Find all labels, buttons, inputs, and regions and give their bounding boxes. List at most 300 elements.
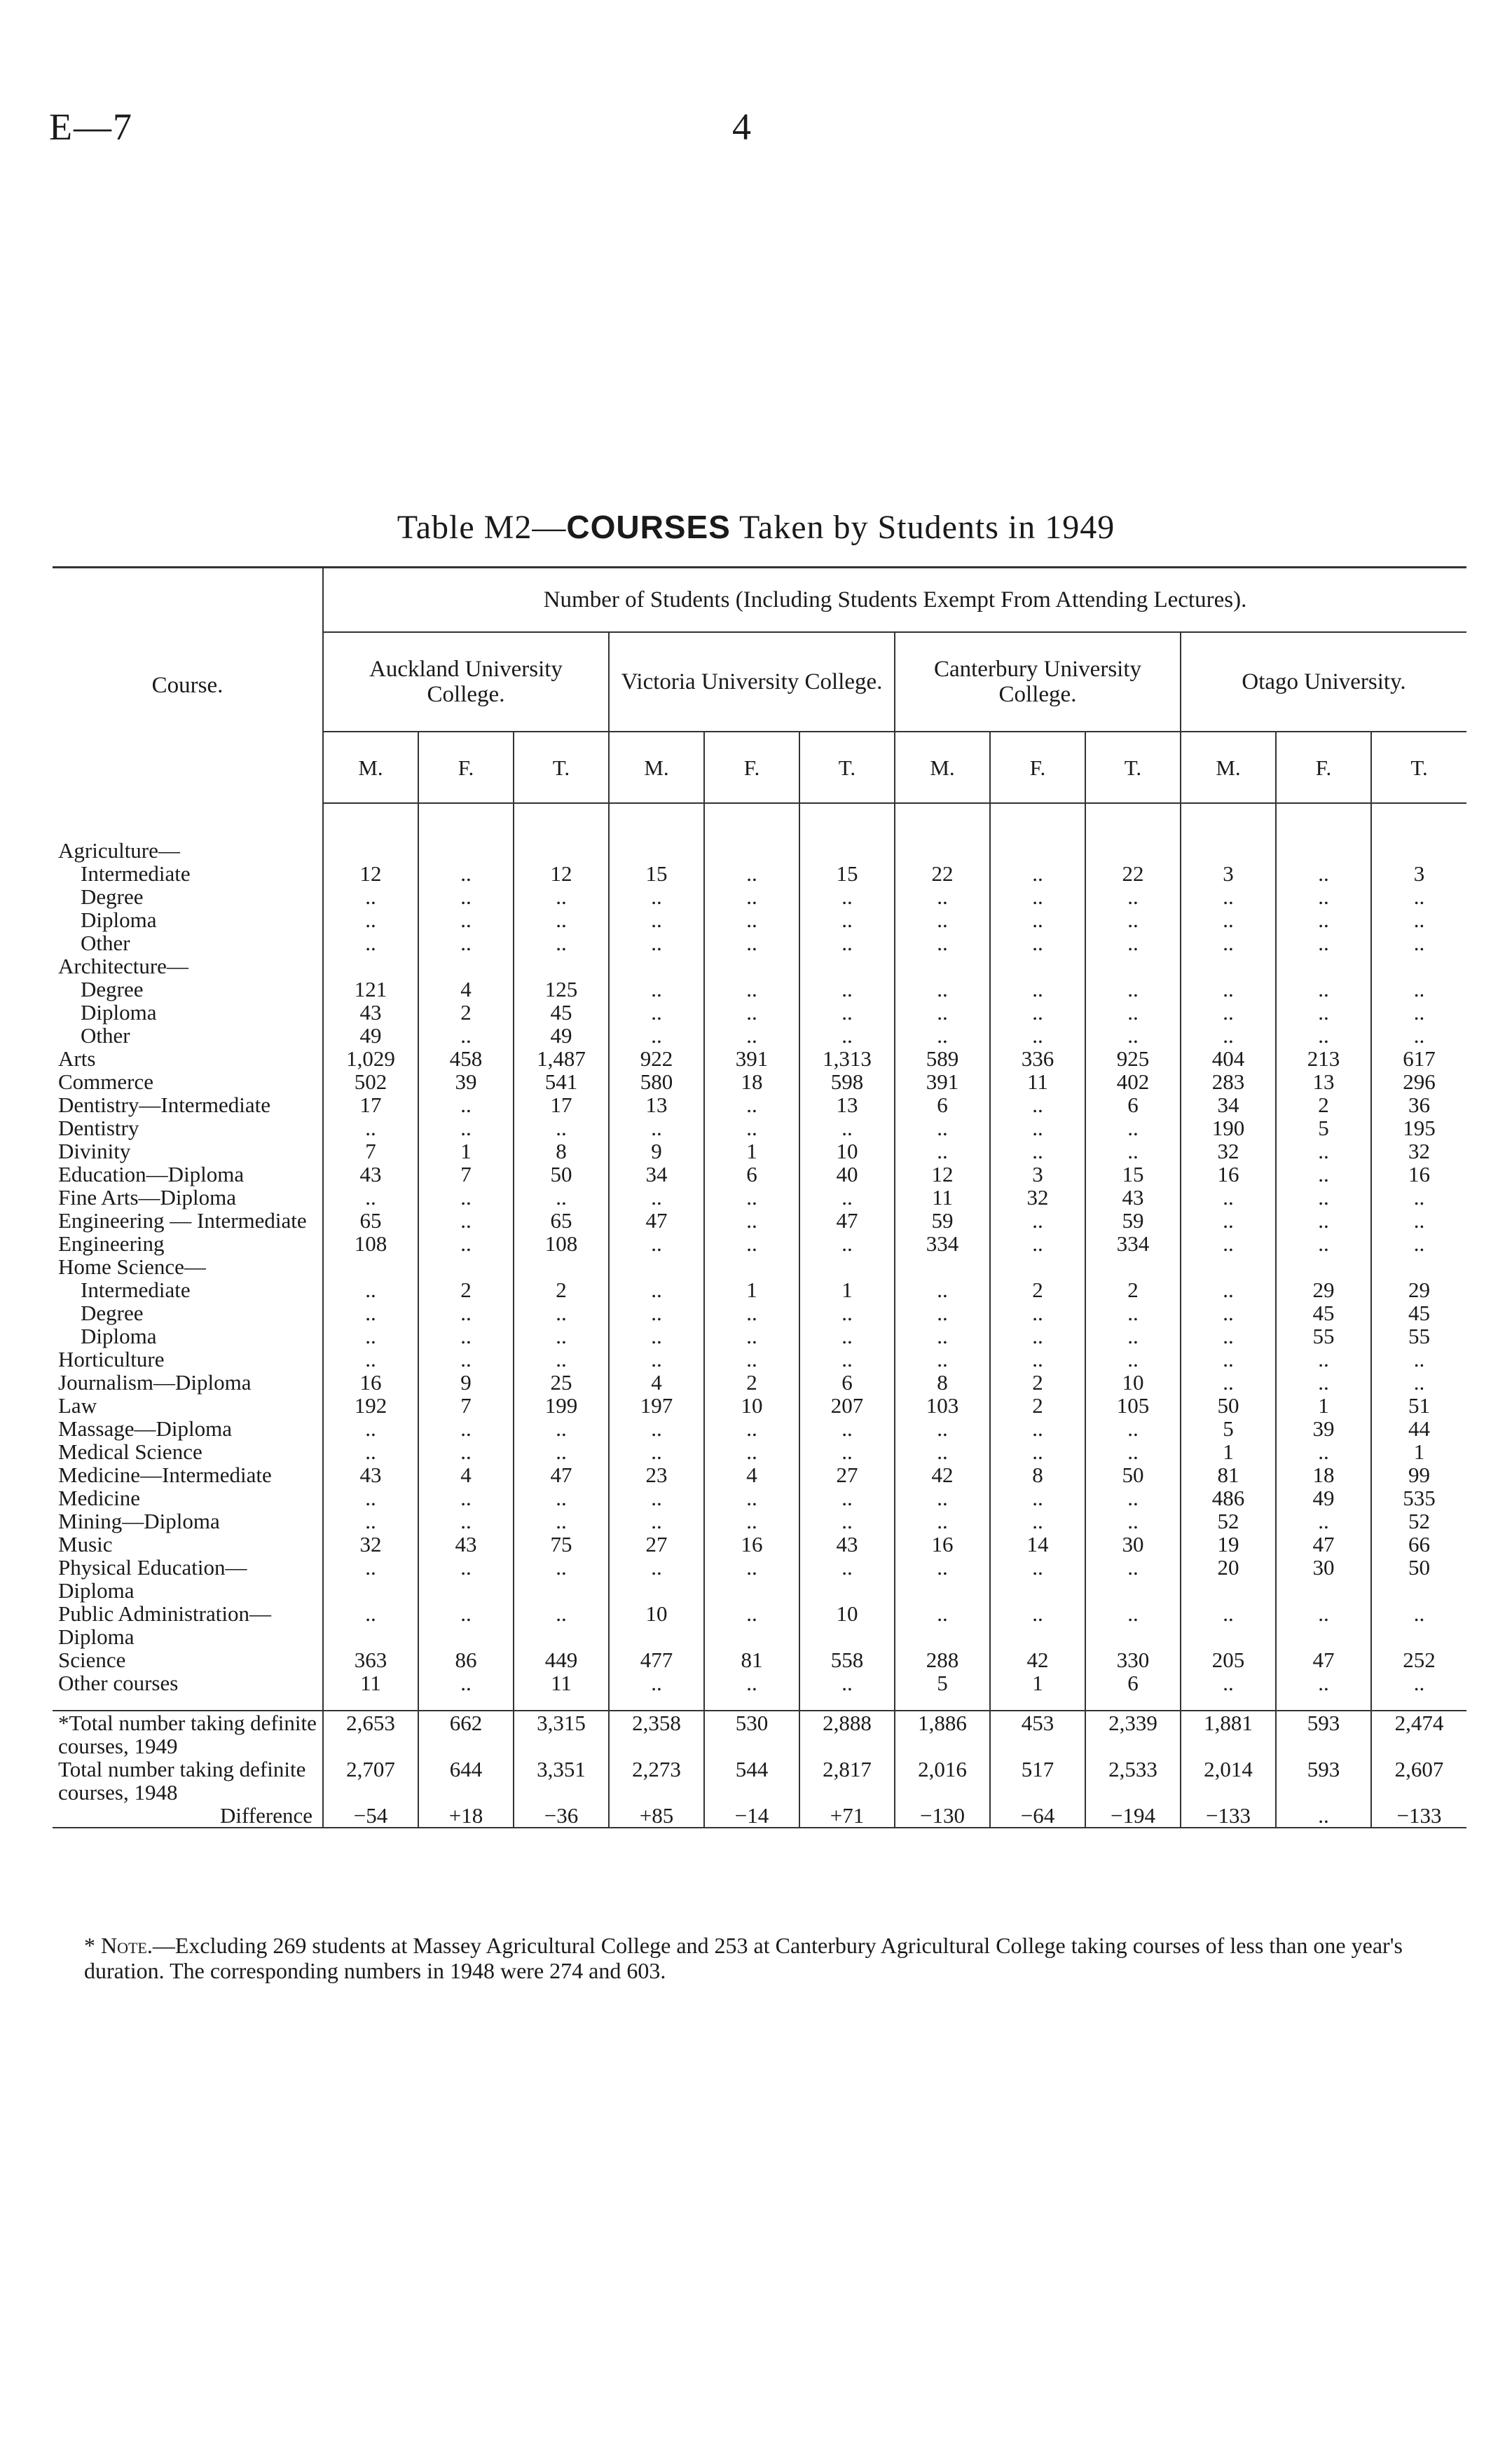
cell-value: 15 [799, 862, 895, 885]
cell-value: −14 [704, 1804, 799, 1828]
cell-value: .. [1085, 1556, 1181, 1602]
cell-value: .. [418, 931, 514, 954]
cell-value: −130 [895, 1804, 990, 1828]
cell-value: .. [418, 885, 514, 908]
cell-value: .. [418, 862, 514, 885]
cell-value: 49 [1276, 1486, 1371, 1510]
cell-value: 16 [1371, 1163, 1466, 1186]
cell-value: 2 [990, 1371, 1085, 1394]
cell-value: 7 [323, 1139, 418, 1163]
cell-value: 10 [1085, 1371, 1181, 1394]
cell-value: .. [609, 1348, 704, 1371]
cell-value [990, 954, 1085, 978]
cell-value: 11 [895, 1186, 990, 1209]
course-label: Massage—Diploma [58, 1416, 232, 1441]
cell-value: .. [323, 1325, 418, 1348]
cell-value: 81 [704, 1648, 799, 1671]
cell-value: 9 [609, 1139, 704, 1163]
course-label: Engineering — Intermediate [58, 1208, 307, 1233]
cell-value: 1 [1181, 1440, 1276, 1463]
courses-table [53, 566, 1466, 1828]
cell-value: .. [1085, 1024, 1181, 1047]
cell-value: 86 [418, 1648, 514, 1671]
cell-value: .. [418, 1093, 514, 1116]
cell-value: .. [895, 908, 990, 931]
cell-value: 1 [1276, 1394, 1371, 1417]
cell-value: .. [1371, 1186, 1466, 1209]
cell-value: 2,653 [323, 1711, 418, 1758]
cell-value: .. [418, 1440, 514, 1463]
table-row [53, 1116, 1466, 1139]
table-row [53, 1024, 1466, 1047]
cell-value: .. [1085, 931, 1181, 954]
cell-value: .. [895, 1278, 990, 1301]
cell-value: −133 [1181, 1804, 1276, 1828]
cell-value: 1 [799, 1278, 895, 1301]
cell-value: 18 [704, 1070, 799, 1093]
cell-value: .. [323, 1510, 418, 1533]
cell-value: 17 [323, 1093, 418, 1116]
cell-value: .. [1276, 1209, 1371, 1232]
cell-value: 2 [1276, 1093, 1371, 1116]
cell-value: .. [514, 1417, 609, 1440]
cell-value: .. [323, 908, 418, 931]
cell-value: .. [609, 1001, 704, 1024]
cell-value: 81 [1181, 1463, 1276, 1486]
cell-value: 2 [514, 1278, 609, 1301]
cell-value: .. [1085, 885, 1181, 908]
sub-header-m: M. [1181, 732, 1276, 803]
cell-value: .. [704, 885, 799, 908]
course-label: Difference [53, 1804, 323, 1828]
cell-value: .. [799, 931, 895, 954]
course-label: Dentistry [58, 1116, 139, 1140]
cell-value: 3 [1181, 862, 1276, 885]
cell-value: 404 [1181, 1047, 1276, 1070]
cell-value: .. [609, 931, 704, 954]
cell-value: 20 [1181, 1556, 1276, 1602]
cell-value: 2 [1085, 1278, 1181, 1301]
cell-value: 644 [418, 1758, 514, 1804]
cell-value [1085, 1255, 1181, 1278]
cell-value: .. [1085, 1001, 1181, 1024]
cell-value: 108 [514, 1232, 609, 1255]
table-row [53, 1510, 1466, 1533]
cell-value: 2,533 [1085, 1758, 1181, 1804]
cell-value: .. [1371, 978, 1466, 1001]
cell-value: .. [514, 1116, 609, 1139]
table-row [53, 908, 1466, 931]
cell-value: .. [1085, 1301, 1181, 1325]
gap-row [53, 1695, 1466, 1711]
cell-value: .. [799, 1486, 895, 1510]
cell-value: .. [704, 1510, 799, 1533]
cell-value: .. [323, 1440, 418, 1463]
cell-value: .. [323, 1486, 418, 1510]
table-row [53, 1093, 1466, 1116]
cell-value: 4 [609, 1371, 704, 1394]
cell-value: 1,487 [514, 1047, 609, 1070]
cell-value: 1 [990, 1671, 1085, 1695]
cell-value: 925 [1085, 1047, 1181, 1070]
cell-value: .. [323, 931, 418, 954]
cell-value: .. [704, 1556, 799, 1602]
cell-value: .. [1371, 1602, 1466, 1648]
cell-value: .. [1276, 1671, 1371, 1695]
course-label: Diploma [81, 908, 157, 932]
cell-value: .. [1276, 1024, 1371, 1047]
cell-value: .. [1181, 1186, 1276, 1209]
cell-value: .. [514, 1348, 609, 1371]
cell-value: 52 [1181, 1510, 1276, 1533]
cell-value: 2 [990, 1278, 1085, 1301]
cell-value: 449 [514, 1648, 609, 1671]
cell-value: 43 [1085, 1186, 1181, 1209]
cell-value: 517 [990, 1758, 1085, 1804]
cell-value: 6 [1085, 1093, 1181, 1116]
cell-value: 65 [514, 1209, 609, 1232]
cell-value: 7 [418, 1163, 514, 1186]
cell-value: .. [418, 1486, 514, 1510]
cell-value: 32 [323, 1533, 418, 1556]
cell-value: 30 [1276, 1556, 1371, 1602]
cell-value: .. [418, 1556, 514, 1602]
cell-value: 192 [323, 1394, 418, 1417]
sub-header-t: T. [1371, 732, 1466, 803]
cell-value: .. [1181, 1348, 1276, 1371]
course-label: Total number taking definite courses, 1948 [58, 1757, 306, 1805]
college-header-canterbury: Canterbury University College. [895, 632, 1181, 732]
cell-value: .. [609, 1301, 704, 1325]
cell-value: 10 [704, 1394, 799, 1417]
total-row [53, 1711, 1466, 1758]
cell-value: .. [514, 1556, 609, 1602]
cell-value: .. [1371, 885, 1466, 908]
cell-value: .. [704, 1440, 799, 1463]
cell-value: .. [895, 1116, 990, 1139]
page-reference: E—7 [49, 106, 133, 148]
cell-value: 195 [1371, 1116, 1466, 1139]
cell-value: 10 [609, 1602, 704, 1648]
cell-value: .. [514, 1486, 609, 1510]
course-label: Engineering [58, 1231, 165, 1256]
cell-value: 59 [1085, 1209, 1181, 1232]
table-row [53, 1486, 1466, 1510]
cell-value: 50 [1085, 1463, 1181, 1486]
footnote-text: —Excluding 269 students at Massey Agricultural College and 253 at Canterbury Agricultural College taking courses of less than one year's duration. The corresponding numbers in 1948 were 274 and 603. [84, 1933, 1403, 1983]
cell-value: .. [704, 1602, 799, 1648]
cell-value: .. [514, 1510, 609, 1533]
cell-value [990, 1255, 1085, 1278]
cell-value: .. [1181, 1024, 1276, 1047]
cell-value: 22 [895, 862, 990, 885]
cell-value: .. [609, 1486, 704, 1510]
cell-value: 199 [514, 1394, 609, 1417]
cell-value: .. [990, 1510, 1085, 1533]
cell-value: 922 [609, 1047, 704, 1070]
table-row [53, 1139, 1466, 1163]
cell-value: 47 [1276, 1533, 1371, 1556]
cell-value: 13 [1276, 1070, 1371, 1093]
sub-header-f: F. [418, 732, 514, 803]
cell-value: 535 [1371, 1486, 1466, 1510]
cell-value: 43 [323, 1001, 418, 1024]
cell-value: .. [799, 1510, 895, 1533]
cell-value: .. [704, 1232, 799, 1255]
cell-value: 55 [1371, 1325, 1466, 1348]
cell-value: .. [1276, 908, 1371, 931]
cell-value: .. [609, 1325, 704, 1348]
cell-value: .. [895, 1348, 990, 1371]
sub-header-f: F. [704, 732, 799, 803]
table-row [53, 931, 1466, 954]
cell-value: .. [704, 862, 799, 885]
cell-value: 10 [799, 1602, 895, 1648]
table-row [53, 978, 1466, 1001]
cell-value: 2,016 [895, 1758, 990, 1804]
cell-value: 296 [1371, 1070, 1466, 1093]
cell-value: +85 [609, 1804, 704, 1828]
cell-value: 530 [704, 1711, 799, 1758]
cell-value: .. [323, 1417, 418, 1440]
table-row [53, 1255, 1466, 1278]
cell-value: 10 [799, 1139, 895, 1163]
course-label: Physical Education—Diploma [58, 1555, 247, 1603]
cell-value: .. [323, 1186, 418, 1209]
cell-value: .. [704, 1209, 799, 1232]
cell-value: .. [990, 1209, 1085, 1232]
cell-value: .. [895, 1510, 990, 1533]
cell-value: 27 [799, 1463, 895, 1486]
course-label: *Total number taking definite courses, 1949 [53, 1711, 323, 1758]
cell-value: .. [1181, 1371, 1276, 1394]
cell-value: .. [514, 1186, 609, 1209]
cell-value: .. [799, 978, 895, 1001]
cell-value: 252 [1371, 1648, 1466, 1671]
cell-value: 213 [1276, 1047, 1371, 1070]
cell-value: .. [895, 885, 990, 908]
course-label: Arts [58, 1046, 96, 1071]
cell-value: .. [1371, 1232, 1466, 1255]
cell-value: .. [1371, 908, 1466, 931]
cell-value: .. [609, 1116, 704, 1139]
cell-value: 40 [799, 1163, 895, 1186]
cell-value: 50 [1181, 1394, 1276, 1417]
cell-value: .. [609, 1232, 704, 1255]
cell-value: .. [418, 1116, 514, 1139]
cell-value: 27 [609, 1533, 704, 1556]
cell-value: .. [704, 1093, 799, 1116]
cell-value: 288 [895, 1648, 990, 1671]
cell-value: .. [514, 1325, 609, 1348]
cell-value: .. [514, 1602, 609, 1648]
cell-value: 1,886 [895, 1711, 990, 1758]
cell-value: 8 [990, 1463, 1085, 1486]
cell-value: 330 [1085, 1648, 1181, 1671]
cell-value: .. [514, 1440, 609, 1463]
cell-value: .. [418, 1024, 514, 1047]
cell-value: 11 [323, 1671, 418, 1695]
cell-value: .. [1276, 1001, 1371, 1024]
cell-value: .. [1371, 1001, 1466, 1024]
table-row [53, 1648, 1466, 1671]
course-label: Degree [81, 1301, 144, 1325]
course-label: Music [58, 1532, 113, 1556]
cell-value: 558 [799, 1648, 895, 1671]
cell-value: 75 [514, 1533, 609, 1556]
table-row [53, 1047, 1466, 1070]
table-row [53, 1232, 1466, 1255]
cell-value: .. [1276, 978, 1371, 1001]
cell-value: 32 [1181, 1139, 1276, 1163]
course-label: Journalism—Diploma [58, 1370, 252, 1395]
cell-value [418, 839, 514, 862]
cell-value: .. [704, 1186, 799, 1209]
cell-value: .. [704, 1024, 799, 1047]
cell-value: .. [1085, 1486, 1181, 1510]
cell-value: .. [1085, 908, 1181, 931]
college-header-victoria: Victoria University College. [609, 632, 895, 732]
table-row [53, 839, 1466, 862]
sub-header-t: T. [514, 732, 609, 803]
cell-value: .. [609, 1510, 704, 1533]
cell-value: .. [1276, 862, 1371, 885]
cell-value: 47 [609, 1209, 704, 1232]
cell-value: +71 [799, 1804, 895, 1828]
cell-value: 334 [895, 1232, 990, 1255]
cell-value: 34 [609, 1163, 704, 1186]
cell-value: .. [895, 931, 990, 954]
cell-value: 11 [514, 1671, 609, 1695]
cell-value: .. [1085, 1440, 1181, 1463]
cell-value: −36 [514, 1804, 609, 1828]
cell-value: 29 [1276, 1278, 1371, 1301]
cell-value: .. [990, 931, 1085, 954]
cell-value: 1 [1371, 1440, 1466, 1463]
cell-value: .. [990, 1417, 1085, 1440]
cell-value: .. [1371, 1024, 1466, 1047]
cell-value: 8 [895, 1371, 990, 1394]
cell-value: .. [1085, 1348, 1181, 1371]
cell-value: 125 [514, 978, 609, 1001]
course-label: Horticulture [58, 1347, 165, 1371]
cell-value: .. [990, 1602, 1085, 1648]
cell-value: 65 [323, 1209, 418, 1232]
cell-value: 13 [609, 1093, 704, 1116]
cell-value: 402 [1085, 1070, 1181, 1093]
cell-value: .. [704, 1417, 799, 1440]
cell-value: .. [990, 1348, 1085, 1371]
total-row [53, 1758, 1466, 1804]
cell-value: 66 [1371, 1533, 1466, 1556]
cell-value: 30 [1085, 1533, 1181, 1556]
cell-value: .. [799, 908, 895, 931]
cell-value: 18 [1276, 1463, 1371, 1486]
cell-value: 47 [799, 1209, 895, 1232]
cell-value: 544 [704, 1758, 799, 1804]
cell-value: .. [704, 1301, 799, 1325]
cell-value: −133 [1371, 1804, 1466, 1828]
cell-value: 541 [514, 1070, 609, 1093]
cell-value: .. [418, 1671, 514, 1695]
cell-value: .. [609, 908, 704, 931]
cell-value: −194 [1085, 1804, 1181, 1828]
cell-value: 50 [514, 1163, 609, 1186]
cell-value: .. [514, 931, 609, 954]
cell-value: 2,358 [609, 1711, 704, 1758]
footnote-label: * Note. [84, 1933, 153, 1958]
table-row [53, 1371, 1466, 1394]
cell-value: .. [895, 1139, 990, 1163]
cell-value: 11 [990, 1070, 1085, 1093]
cell-value: .. [1085, 1602, 1181, 1648]
cell-value: .. [799, 1556, 895, 1602]
cell-value [895, 954, 990, 978]
table-row [53, 1671, 1466, 1695]
cell-value: .. [1181, 1001, 1276, 1024]
cell-value: 47 [1276, 1648, 1371, 1671]
cell-value: .. [990, 862, 1085, 885]
cell-value [1181, 954, 1276, 978]
cell-value: 4 [418, 978, 514, 1001]
course-label: Public Administration—Diploma [58, 1601, 271, 1649]
cell-value: 2,707 [323, 1758, 418, 1804]
cell-value: 3,351 [514, 1758, 609, 1804]
cell-value: 598 [799, 1070, 895, 1093]
course-label: Degree [81, 884, 144, 909]
cell-value: .. [799, 1325, 895, 1348]
cell-value [799, 954, 895, 978]
cell-value: .. [609, 1186, 704, 1209]
college-header-auckland: Auckland University College. [323, 632, 609, 732]
course-label: Fine Arts—Diploma [58, 1185, 237, 1210]
cell-value [704, 954, 799, 978]
table-row [53, 1325, 1466, 1348]
cell-value: .. [990, 1093, 1085, 1116]
table-title-suffix: Taken by Students in 1949 [730, 509, 1115, 546]
cell-value: .. [990, 1232, 1085, 1255]
sub-header-m: M. [609, 732, 704, 803]
table-row [53, 1556, 1466, 1602]
cell-value: 7 [418, 1394, 514, 1417]
cell-value: 16 [895, 1533, 990, 1556]
sub-header-f: F. [990, 732, 1085, 803]
difference-row [53, 1804, 1466, 1828]
cell-value: .. [990, 1325, 1085, 1348]
cell-value: .. [895, 1301, 990, 1325]
cell-value: 42 [895, 1463, 990, 1486]
cell-value: +18 [418, 1804, 514, 1828]
cell-value: .. [418, 1325, 514, 1348]
cell-value: .. [704, 1348, 799, 1371]
cell-value: 2,273 [609, 1758, 704, 1804]
table-row [53, 1417, 1466, 1440]
cell-value: .. [799, 1301, 895, 1325]
cell-value: .. [1085, 1510, 1181, 1533]
cell-value: 103 [895, 1394, 990, 1417]
cell-value: 45 [514, 1001, 609, 1024]
cell-value: .. [1181, 1602, 1276, 1648]
cell-value: 43 [799, 1533, 895, 1556]
header-row-super [53, 568, 1466, 633]
cell-value: 5 [895, 1671, 990, 1695]
cell-value: 15 [1085, 1163, 1181, 1186]
cell-value: .. [1371, 1348, 1466, 1371]
table-row [53, 1602, 1466, 1648]
cell-value: 16 [704, 1533, 799, 1556]
course-label: Medicine [58, 1486, 141, 1510]
cell-value [799, 839, 895, 862]
